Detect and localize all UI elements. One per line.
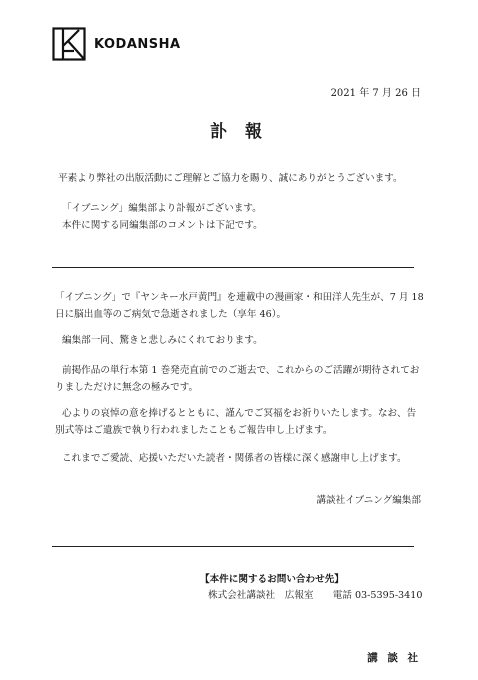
comment-p1-line1: 「イブニング」で『ヤンキー水戸黄門』を連載中の漫画家・和田洋人先生が、7 月 18	[55, 292, 424, 303]
comment-p2: 編集部一同、驚きと悲しみにくれております。	[62, 335, 263, 346]
contact-heading: 【本件に関するお問い合わせ先】	[200, 574, 344, 585]
comment-p4-line2: 別式等はご遺族で執り行われましたこともご報告申し上げます。	[55, 425, 333, 436]
comment-p3-line2: りましただけに無念の極みです。	[55, 382, 199, 393]
notice-date: 2021 年 7 月 26 日	[330, 88, 421, 99]
comment-p3-line1: 前掲作品の単行本第 1 巻発売直前でのご逝去で、これからのご活躍が期待されてお	[62, 365, 420, 376]
kodansha-logo-icon	[52, 27, 86, 61]
kodansha-logo	[52, 27, 181, 61]
intro-line-1: 平素より弊社の出版活動にご理解とご協力を賜り、誠にありがとうございます。	[58, 173, 403, 184]
divider-bottom	[52, 546, 414, 547]
logo-wordmark: KODANSHA	[94, 36, 181, 52]
divider-top	[52, 267, 414, 268]
intro-line-2: 「イブニング」編集部より訃報がございます。	[62, 203, 262, 214]
signature: 講談社イブニング編集部	[316, 495, 421, 506]
contact-info: 株式会社講談社 広報室 電話 03-5395-3410	[208, 590, 423, 601]
page-title: 訃 報	[210, 122, 268, 142]
comment-p1-line2: 日に脳出血等のご病気で急逝されました（享年 46）。	[55, 309, 287, 320]
comment-p5: これまでご愛読、応援いただいた読者・関係者の皆様に深く感謝申し上げます。	[62, 453, 407, 464]
footer-company: 講 談 社	[367, 652, 421, 664]
intro-line-3: 本件に関する同編集部のコメントは下記です。	[62, 220, 263, 231]
comment-p4-line1: 心よりの哀悼の意を捧げるとともに、謹んでご冥福をお祈りいたします。なお、告	[62, 408, 417, 419]
